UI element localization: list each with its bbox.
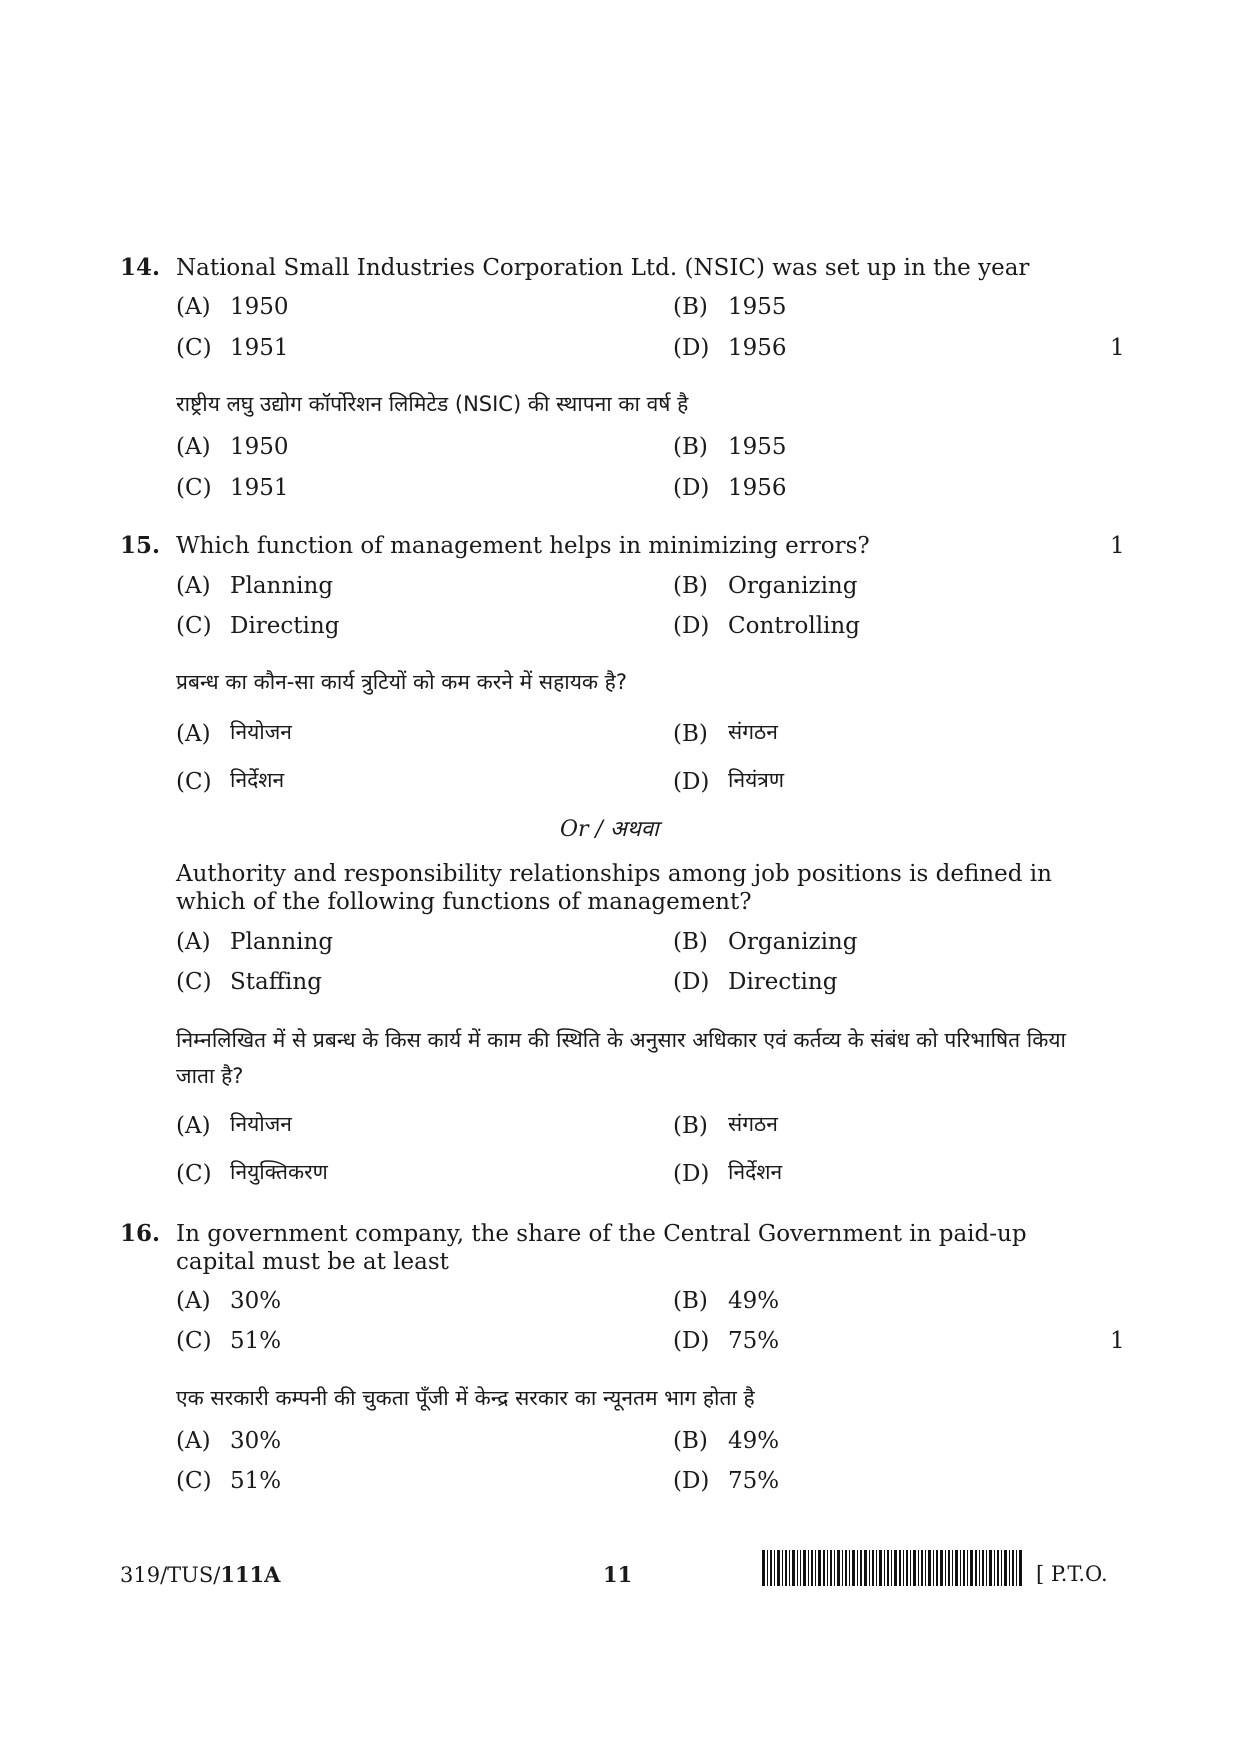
option-label: (D) [673, 613, 710, 639]
option-label: (D) [673, 969, 710, 995]
question-number: 16. [120, 1220, 161, 1247]
option-label: (B) [673, 1113, 708, 1139]
option-value: संगठन [728, 1112, 778, 1136]
marks: 1 [1110, 335, 1125, 361]
option-value: 1950 [230, 294, 289, 320]
option-value: 1956 [728, 475, 787, 501]
option-value: 1951 [230, 475, 289, 501]
option-value: 51% [230, 1468, 282, 1494]
option-label: (A) [176, 1288, 211, 1314]
alternate-question-text: Authority and responsibility relationships among job positions is defined in which of the following functions of management? [176, 861, 1052, 915]
option-label: (A) [176, 434, 211, 460]
option-value: 1950 [230, 434, 289, 460]
option-label: (D) [673, 475, 710, 501]
option-value: नियोजन [230, 1112, 292, 1136]
question-text-hindi: प्रबन्ध का कौन-सा कार्य त्रुटियों को कम करने में सहायक है? [176, 670, 627, 694]
option-value: 30% [230, 1428, 282, 1454]
page-number: 11 [603, 1562, 633, 1587]
question-number: 15. [120, 532, 161, 559]
option-value: नियुक्तिकरण [230, 1160, 328, 1184]
marks: 1 [1110, 533, 1125, 559]
option-label: (B) [673, 294, 708, 320]
option-label: (D) [673, 1328, 710, 1354]
paper-code-set: 111A [220, 1562, 281, 1587]
marks: 1 [1110, 1328, 1125, 1354]
option-value: 51% [230, 1328, 282, 1354]
option-value: 1951 [230, 335, 289, 361]
option-value: 49% [728, 1428, 780, 1454]
option-value: 75% [728, 1328, 780, 1354]
option-label: (B) [673, 929, 708, 955]
option-value: Planning [230, 573, 334, 599]
option-value: निर्देशन [230, 768, 285, 792]
paper-code-prefix: 319/TUS/ [120, 1563, 221, 1587]
option-value: 1956 [728, 335, 787, 361]
option-label: (C) [176, 1161, 212, 1187]
please-turn-over: [ P.T.O. [1036, 1562, 1108, 1586]
option-value: Controlling [728, 613, 860, 639]
option-label: (B) [673, 434, 708, 460]
question-text-hindi: राष्ट्रीय लघु उद्योग कॉर्पोरेशन लिमिटेड (NSIC) की स्थापना का वर्ष है [176, 392, 689, 416]
option-label: (B) [673, 1428, 708, 1454]
option-label: (B) [673, 573, 708, 599]
option-value: 30% [230, 1288, 282, 1314]
option-value: संगठन [728, 720, 778, 744]
option-label: (D) [673, 769, 710, 795]
option-label: (A) [176, 573, 211, 599]
option-label: (C) [176, 613, 212, 639]
option-label: (C) [176, 969, 212, 995]
option-value: Organizing [728, 573, 858, 599]
option-label: (D) [673, 1161, 710, 1187]
question-text: In government company, the share of the Central Government in paid-up capital must be at least [176, 1221, 1027, 1275]
option-value: Planning [230, 929, 334, 955]
option-label: (A) [176, 929, 211, 955]
option-label: (C) [176, 1468, 212, 1494]
option-value: Staffing [230, 969, 322, 995]
option-value: Directing [230, 613, 340, 639]
option-value: 75% [728, 1468, 780, 1494]
barcode-icon [762, 1550, 1022, 1586]
option-label: (A) [176, 721, 211, 747]
option-label: (B) [673, 721, 708, 747]
paper-code [120, 1562, 280, 1587]
option-label: (C) [176, 769, 212, 795]
option-value: 1955 [728, 294, 787, 320]
option-label: (B) [673, 1288, 708, 1314]
option-label: (A) [176, 294, 211, 320]
option-label: (C) [176, 475, 212, 501]
option-value: Directing [728, 969, 838, 995]
option-value: नियंत्रण [728, 768, 785, 792]
alternate-question-text-hindi: निम्नलिखित में से प्रबन्ध के किस कार्य में काम की स्थिति के अनुसार अधिकार एवं कर्तव्य के संबंध को परिभाषित किया जाता है? [176, 1028, 1066, 1088]
option-label: (C) [176, 335, 212, 361]
option-value: Organizing [728, 929, 858, 955]
option-value: 1955 [728, 434, 787, 460]
option-label: (A) [176, 1428, 211, 1454]
question-text-hindi: एक सरकारी कम्पनी की चुकता पूँजी में केन्द्र सरकार का न्यूनतम भाग होता है [176, 1386, 755, 1410]
question-text: National Small Industries Corporation Ltd. (NSIC) was set up in the year [176, 255, 1030, 281]
option-label: (A) [176, 1113, 211, 1139]
option-label: (D) [673, 335, 710, 361]
option-value: निर्देशन [728, 1160, 783, 1184]
option-value: 49% [728, 1288, 780, 1314]
question-number: 14. [120, 254, 161, 281]
or-separator: Or / अथवा [560, 817, 659, 842]
option-value: नियोजन [230, 720, 292, 744]
question-text: Which function of management helps in minimizing errors? [176, 533, 870, 559]
option-label: (D) [673, 1468, 710, 1494]
option-label: (C) [176, 1328, 212, 1354]
